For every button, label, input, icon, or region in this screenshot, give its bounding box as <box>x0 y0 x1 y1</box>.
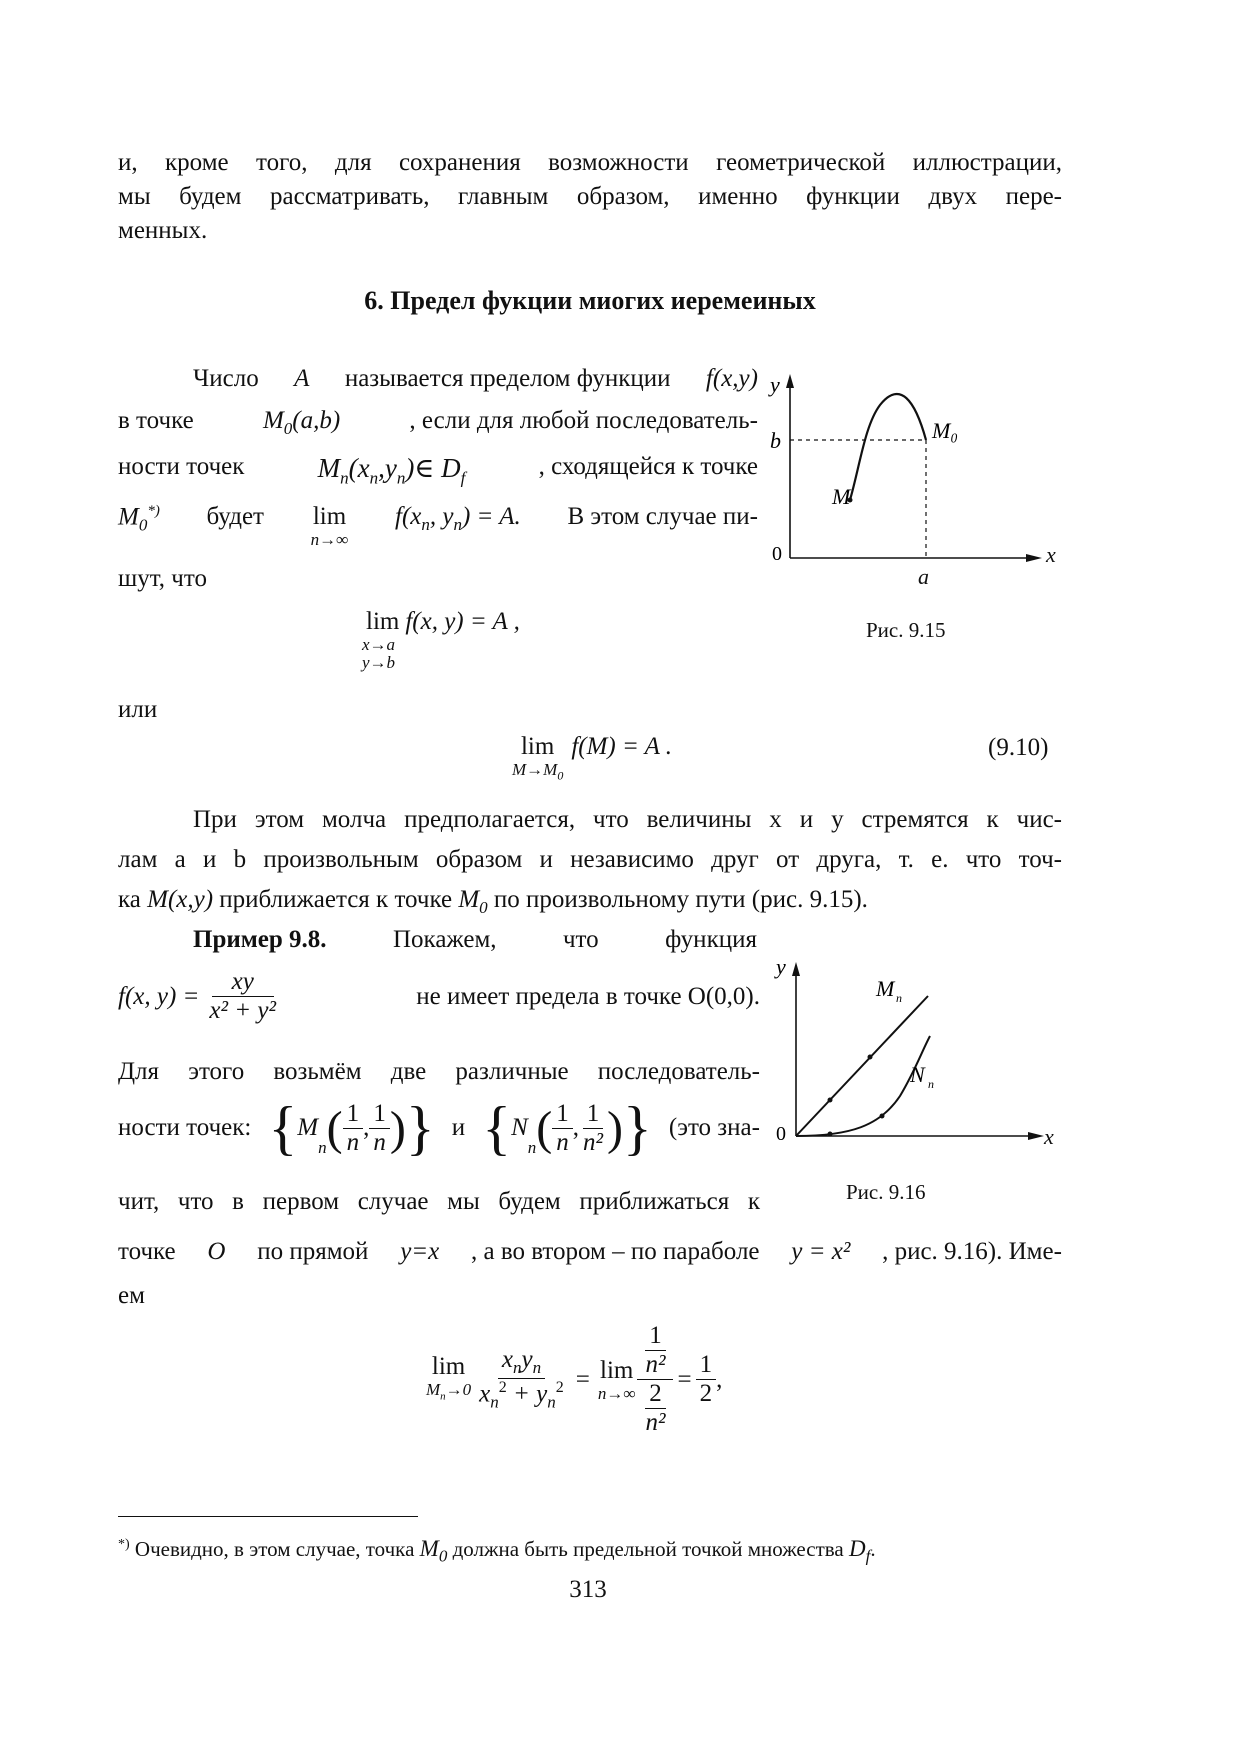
example-function-line: f(x, y) = $\frac{xy}{\text{x² + y²}}$ не имеет предела в точке O(0,0). <box>118 968 760 1024</box>
svg-text:0: 0 <box>776 1123 786 1145</box>
sequence-Mn: { M $_n$ ( $\frac{1}{n}$ , $\frac{1}{n}$ ) } <box>268 1095 435 1161</box>
svg-text:n: n <box>928 1077 934 1091</box>
svg-text:n: n <box>896 991 902 1005</box>
def-line-1: Число A называется пределом функции f(x,y) <box>193 365 758 392</box>
y-axis-arrow-icon <box>786 374 794 388</box>
y-axis-arrow-icon <box>792 962 800 976</box>
word-ili: или <box>118 696 158 723</box>
intro-line-1: и, кроме того, для сохранения возможности геометрической иллюстрации, <box>118 149 1062 176</box>
def-line-2: в точке $M_0(a,b)$ , если для любой последователь- <box>118 407 758 438</box>
point-Nn-1 <box>828 1132 833 1137</box>
intro-line-2: мы будем рассматривать, главным образом, именно функции двух пере- <box>118 183 1062 210</box>
intro-line-3: менных. <box>118 217 208 244</box>
page-number: 313 <box>569 1576 607 1603</box>
paragraph-2 <box>118 800 1062 928</box>
svg-text:y: y <box>770 372 780 397</box>
definition-paragraph <box>118 365 758 593</box>
fig915-label-x: x <box>1046 542 1056 567</box>
p2-line-3: ка M(x,y) приближается к точке $M_0$ по произвольному пути (рис. 9.15). <box>118 886 868 917</box>
svg-text:M: M <box>832 484 851 509</box>
svg-text:N: N <box>910 1062 925 1087</box>
intro-paragraph <box>118 146 1062 248</box>
svg-text:0: 0 <box>772 543 782 565</box>
example-heading-line: Пример 9.8. Покажем, что функция <box>193 926 757 953</box>
limit-n-to-inf: lim n→∞ <box>310 503 349 549</box>
p2-line-1: При этом молча предполагается, что величины x и y стремятся к чис- <box>193 806 1062 833</box>
example-line-5: чит, что в первом случае мы будем приближаться к <box>118 1188 760 1215</box>
point-Mn-1 <box>828 1098 833 1103</box>
formula-lim-xy: lim x→a y→b f(x, y) = A , <box>362 608 520 672</box>
point-Mn-2 <box>868 1055 873 1060</box>
example-line-3: Для этого возьмём две различные последователь- <box>118 1058 760 1085</box>
point-Nn-2 <box>880 1114 885 1119</box>
svg-text:M: M <box>876 976 895 1001</box>
p2-line-2: лам a и b произвольным образом и независимо друг от друга, т. е. что точ- <box>118 846 1062 873</box>
approach-path <box>850 394 926 500</box>
def-line-3: ности точек $M_n(x_n,y_n)\in$ $D_f$ , сходящейся к точке <box>118 453 758 488</box>
fig916-caption: Рис. 9.16 <box>846 1180 926 1204</box>
def-line-5: шут, что <box>118 565 207 592</box>
figure-9-15 <box>770 370 1070 565</box>
footnote: *) Очевидно, в этом случае, точка $M_0$ должна быть предельной точкой множества $D_f$. <box>118 1536 876 1566</box>
example-line-7: ем <box>118 1282 145 1309</box>
formula-limit-example: lim $M_n\to 0$ $\frac{x_ny_n}{x_n^2 + y_n^2}$ = lim n→∞ $\frac{\frac{1}{\text{n²}}}{\frac{2}{\text{n²}}}$ = $\frac{1}{2}$ , <box>426 1322 723 1436</box>
footnote-rule <box>118 1516 418 1517</box>
fig915-caption: Рис. 9.15 <box>866 618 946 642</box>
function-fraction: $\frac{xy}{\text{x² + y²}}$ <box>209 968 276 1024</box>
example-line-4: ности точек: { M $_n$ ( $\frac{1}{n}$ , $\frac{1}{n}$ ) } и { N $_n$ ( $\frac{1}{n}$ , $\frac{1}{\text{n²}}$ ) } (это зна- <box>118 1095 760 1161</box>
example-line-6: точке O по прямой y=x , а во втором – по параболе y = x² , рис. 9.16). Име- <box>118 1238 1062 1265</box>
equation-number-9-10: (9.10) <box>988 734 1049 761</box>
figure-9-16 <box>770 956 1070 1146</box>
section-title: 6. Предел фукции миогих иеремеиных <box>364 286 816 315</box>
x-axis-arrow-icon <box>1028 1132 1044 1140</box>
x-axis-arrow-icon <box>1026 554 1042 562</box>
fig915-label-a: a <box>918 564 929 589</box>
def-line-4: $M_0^{*)}$ будет lim n→∞ $f(x_n$, $y_n) = A$. В этом случае пи- <box>118 503 758 549</box>
formula-9-10: lim $M\to M_0$ f(M) = A . <box>512 733 672 783</box>
svg-text:y: y <box>776 954 786 979</box>
line-y-equals-x <box>796 996 928 1136</box>
svg-text:M₀: M₀ <box>932 418 958 443</box>
svg-text:b: b <box>770 428 781 453</box>
fig916-label-x: x <box>1044 1124 1054 1149</box>
sequence-Nn: { N $_n$ ( $\frac{1}{n}$ , $\frac{1}{\text{n²}}$ ) } <box>482 1095 652 1161</box>
